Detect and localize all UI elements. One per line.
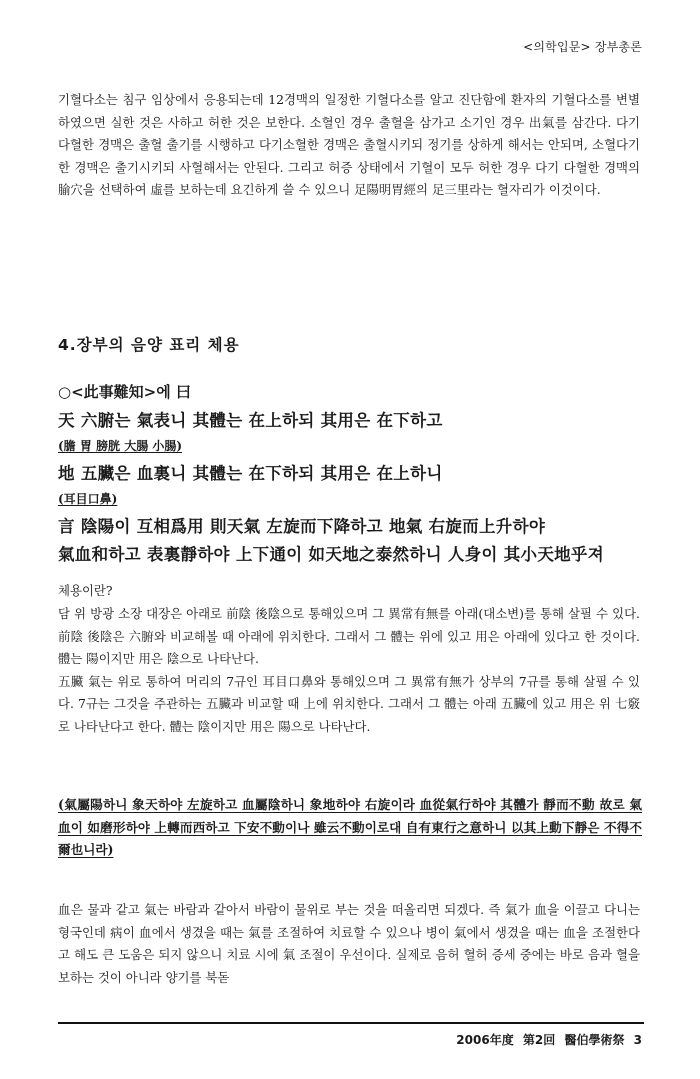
quote-line-2: 地 五臟은 血裏니 其體는 在下하되 其用은 在上하니 <box>58 464 443 483</box>
quote-line-3: 言 陰陽이 互相爲用 則天氣 左旋而下降하고 地氣 右旋而上升하야 <box>58 517 546 536</box>
section-title: 4.장부의 음양 표리 체용 <box>58 336 240 354</box>
page-number: 3 <box>633 1033 642 1047</box>
footer-event: 醫伯學術祭 <box>564 1033 625 1047</box>
intro-paragraph: 기혈다소는 침구 임상에서 응용되는데 12경맥의 일정한 기혈다소를 알고 진단함에 환자의 기혈다소를 변별 하였으면 실한 것은 사하고 허한 것은 보한다. 소혈인 경우 출혈을 삼가고 소기인 경우 出氣를 삼간다. 다기다혈한 경맥은 출혈 출기를 시행하고 다기소혈한 경맥은 출혈시키되 정기를 상하게 해서는 안되며, 소혈다기한 경맥은 출기시키되 사혈해서는 안된다. 그리고 허증 상태에서 기혈이 모두 허한 경우 다기 다혈한 경맥의 腧穴을 선택하여 虛를 보하는데 요긴하게 쓸 수 있으니 足陽明胃經의 足三里라는 혈자리가 이것이다. <box>58 92 640 197</box>
quote-line-4: 氣血和하고 表裏靜하야 上下通이 如天地之泰然하니 人身이 其小天地乎져 <box>58 545 604 564</box>
closing-paragraph: 血은 물과 같고 氣는 바람과 같아서 바람이 물위로 부는 것을 떠올리면 되겠다. 즉 氣가 血을 이끌고 다니는 형국인데 病이 血에서 생겼을 때는 氣를 조절하여 치료할 수 있으나 병이 氣에서 생겼을 때는 血을 조절한다고 해도 큰 도움은 되지 않으니 치료 시에 氣 조절이 우선이다. 실제로 음허 혈허 증세 중에는 바로 음과 혈을 보하는 것이 아니라 양기를 북돋 <box>58 902 640 985</box>
summary-quote: (氣屬陽하니 象天하야 左旋하고 血屬陰하니 象地하야 右旋이라 血從氣行하야 其體가 靜而不動 故로 氣血이 如磨形하야 上轉而西하고 下安不動이나 雖云不動이로대 自有東行之意하니 以其上動下靜은 不得不爾也니라) <box>58 797 642 857</box>
footer-rule <box>58 1022 644 1024</box>
footer-year: 2006年度 <box>456 1033 514 1047</box>
usage-heading: 체용이란? <box>58 583 113 598</box>
usage-text-2: 五臟 氣는 위로 통하여 머리의 7규인 耳目口鼻와 통해있으며 그 異常有無가 상부의 7규를 통해 살필 수 있다. 7규는 그것을 주관하는 五臟과 비교할 때 上에 위치한다. 그래서 그 體는 아래 五臟에 있고 用은 위 七竅로 나타난다고 한다. 體는 陰이지만 用은 陽으로 나타난다. <box>58 673 640 734</box>
usage-text-1: 담 위 방광 소장 대장은 아래로 前陰 後陰으로 통해있으며 그 異常有無를 아래(대소변)를 통해 살필 수 있다. 前陰 後陰은 六腑와 비교해볼 때 아래에 위치한다. 그래서 그 體는 위에 있고 用은 아래에 있다고 한 것이다. 體는 陽이지만 用은 陰으로 나타난다. <box>58 606 640 666</box>
footer-issue: 第2回 <box>522 1033 556 1047</box>
usage-paragraph <box>58 603 640 738</box>
quote-opening: ○<此事難知>에 曰 <box>58 383 191 401</box>
page-footer <box>451 1031 642 1048</box>
quote-note-1: (膽 胃 膀胱 大腸 小腸) <box>58 439 183 453</box>
quote-line-1: 天 六腑는 氣表니 其體는 在上하되 其用은 在下하고 <box>58 411 443 430</box>
quote-note-2: (耳目口鼻) <box>58 492 118 506</box>
running-header: <의학입문> 장부총론 <box>523 40 642 54</box>
